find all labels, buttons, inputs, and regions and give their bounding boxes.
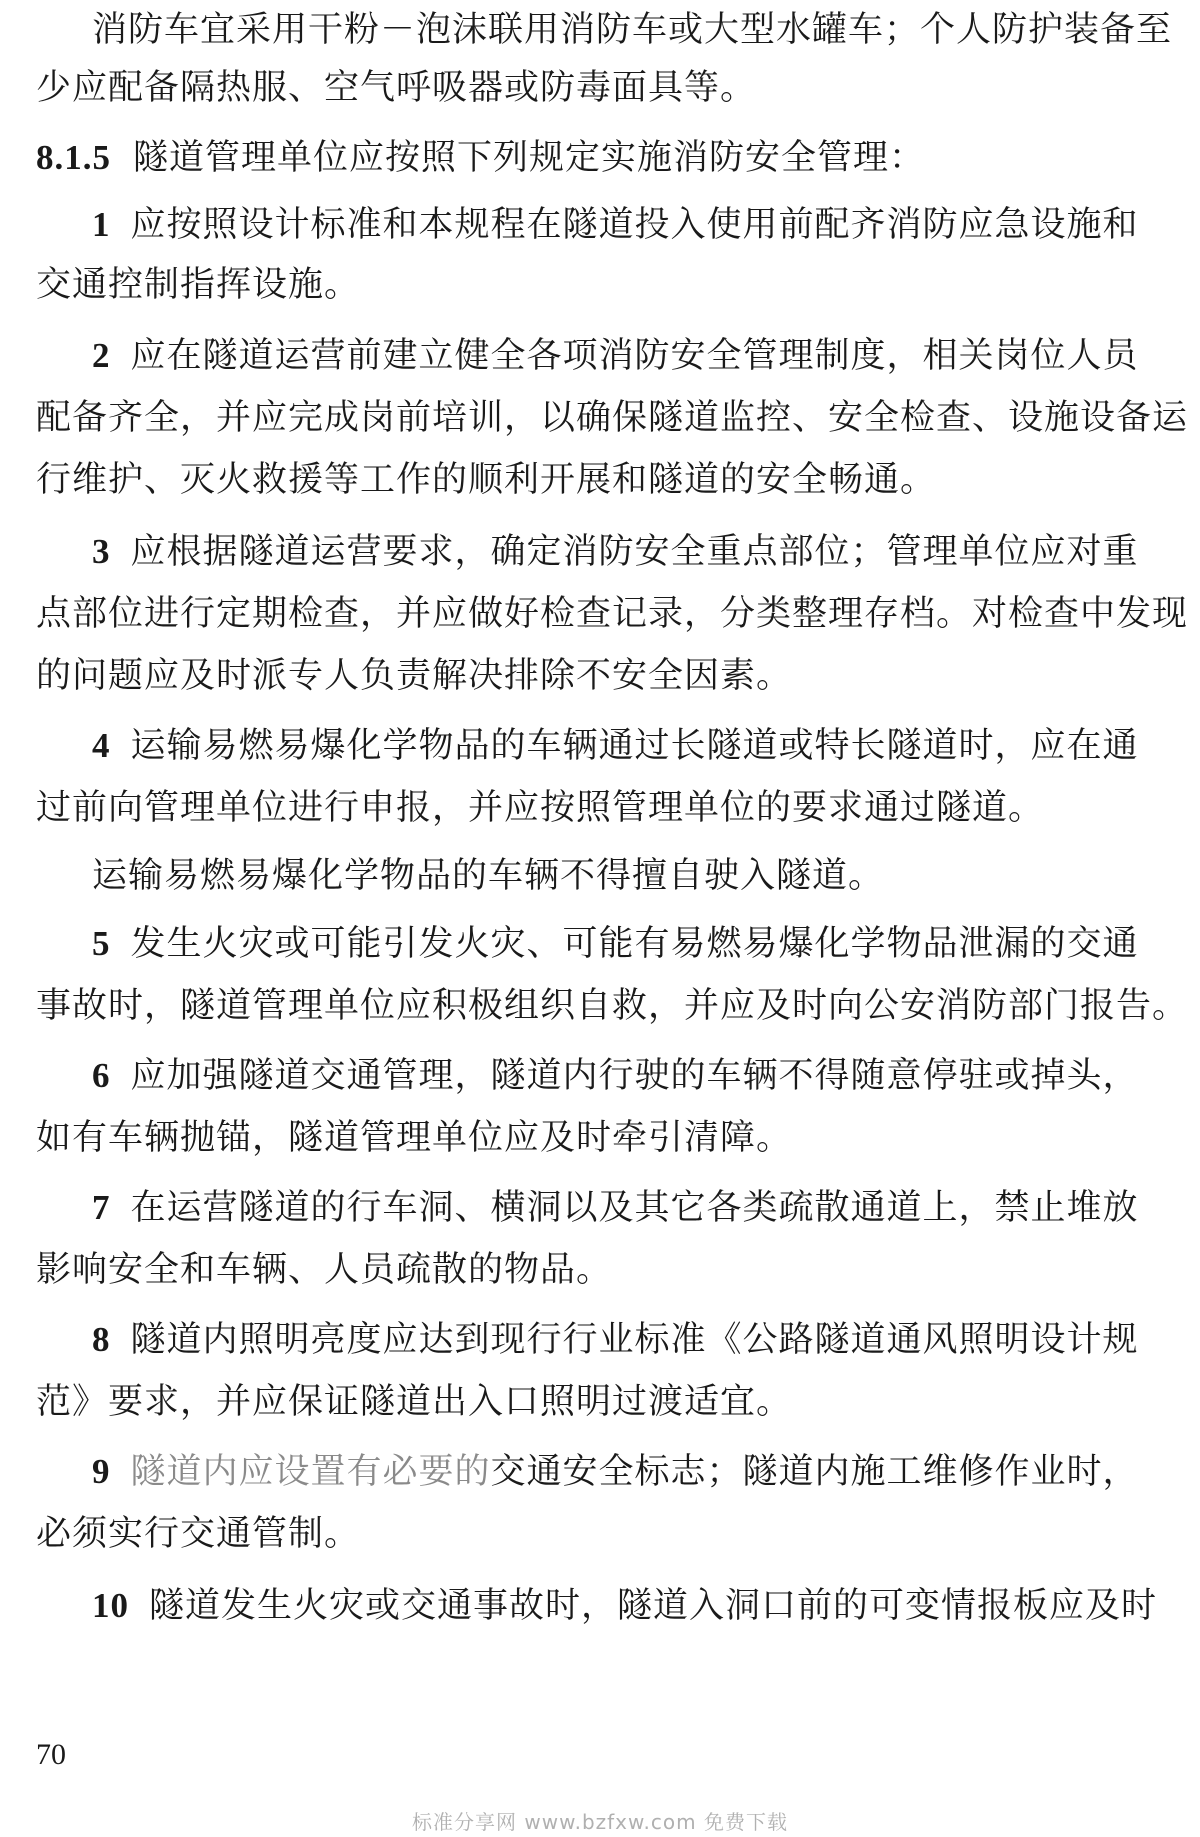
item-text: 应在隧道运营前建立健全各项消防安全管理制度，相关岗位人员	[130, 336, 1139, 376]
item-continuation: 必须实行交通管制。	[36, 1514, 361, 1554]
item-number: 2	[92, 336, 111, 375]
item-number: 8	[92, 1320, 111, 1359]
item-number: 6	[92, 1056, 111, 1095]
item-continuation: 的问题应及时派专人负责解决排除不安全因素。	[36, 656, 793, 696]
item-text: 隧道内照明亮度应达到现行行业标准《公路隧道通风照明设计规	[130, 1320, 1139, 1360]
item-text: 应根据隧道运营要求，确定消防安全重点部位；管理单位应对重	[130, 532, 1139, 572]
item-number: 3	[92, 532, 111, 571]
watermark: 标准分享网 www.bzfxw.com 免费下载	[412, 1810, 788, 1834]
section-heading	[36, 138, 925, 178]
list-item	[92, 1452, 1139, 1492]
list-item	[92, 726, 1139, 766]
paragraph-line: 消防车宜采用干粉－泡沫联用消防车或大型水罐车；个人防护装备至	[92, 10, 1173, 50]
item-continuation: 事故时，隧道管理单位应积极组织自救，并应及时向公安消防部门报告。	[36, 986, 1189, 1026]
item-number: 7	[92, 1188, 111, 1227]
item-text: 应按照设计标准和本规程在隧道投入使用前配齐消防应急设施和	[130, 205, 1139, 245]
item-continuation: 如有车辆抛锚，隧道管理单位应及时牵引清障。	[36, 1118, 793, 1158]
list-item	[92, 1056, 1139, 1096]
paragraph-line: 运输易燃易爆化学物品的车辆不得擅自驶入隧道。	[92, 856, 885, 896]
item-continuation: 交通控制指挥设施。	[36, 265, 361, 305]
list-item	[92, 1320, 1139, 1360]
section-text: 隧道管理单位应按照下列规定实施消防安全管理：	[133, 138, 926, 178]
item-text: 运输易燃易爆化学物品的车辆通过长隧道或特长隧道时，应在通	[130, 726, 1139, 766]
item-continuation: 过前向管理单位进行申报，并应按照管理单位的要求通过隧道。	[36, 788, 1045, 828]
item-continuation: 点部位进行定期检查，并应做好检查记录，分类整理存档。对检查中发现	[36, 594, 1189, 634]
item-continuation: 行维护、灭火救援等工作的顺利开展和隧道的安全畅通。	[36, 460, 937, 500]
item-number: 1	[92, 205, 111, 244]
section-number: 8.1.5	[36, 138, 111, 177]
item-continuation: 影响安全和车辆、人员疏散的物品。	[36, 1250, 613, 1290]
item-number: 4	[92, 726, 111, 765]
item-text-faint: 隧道内应设置有必要的	[130, 1452, 491, 1492]
list-item	[92, 336, 1139, 376]
item-continuation: 配备齐全，并应完成岗前培训，以确保隧道监控、安全检查、设施设备运	[36, 398, 1189, 438]
page-number: 70	[36, 1738, 66, 1771]
item-text: 交通安全标志；隧道内施工维修作业时，	[490, 1452, 1139, 1492]
list-item	[92, 924, 1139, 964]
item-number: 10	[92, 1586, 129, 1625]
item-text: 在运营隧道的行车洞、横洞以及其它各类疏散通道上，禁止堆放	[130, 1188, 1139, 1228]
item-text: 应加强隧道交通管理，隧道内行驶的车辆不得随意停驻或掉头，	[130, 1056, 1139, 1096]
list-item	[92, 1188, 1139, 1228]
list-item	[92, 205, 1139, 245]
item-continuation: 范》要求，并应保证隧道出入口照明过渡适宜。	[36, 1382, 793, 1422]
item-text: 发生火灾或可能引发火灾、可能有易燃易爆化学物品泄漏的交通	[130, 924, 1139, 964]
item-number: 9	[92, 1452, 111, 1491]
list-item	[92, 1586, 1157, 1626]
paragraph-line: 少应配备隔热服、空气呼吸器或防毒面具等。	[36, 68, 757, 108]
item-text: 隧道发生火灾或交通事故时，隧道入洞口前的可变情报板应及时	[149, 1586, 1158, 1626]
list-item	[92, 532, 1139, 572]
item-number: 5	[92, 924, 111, 963]
